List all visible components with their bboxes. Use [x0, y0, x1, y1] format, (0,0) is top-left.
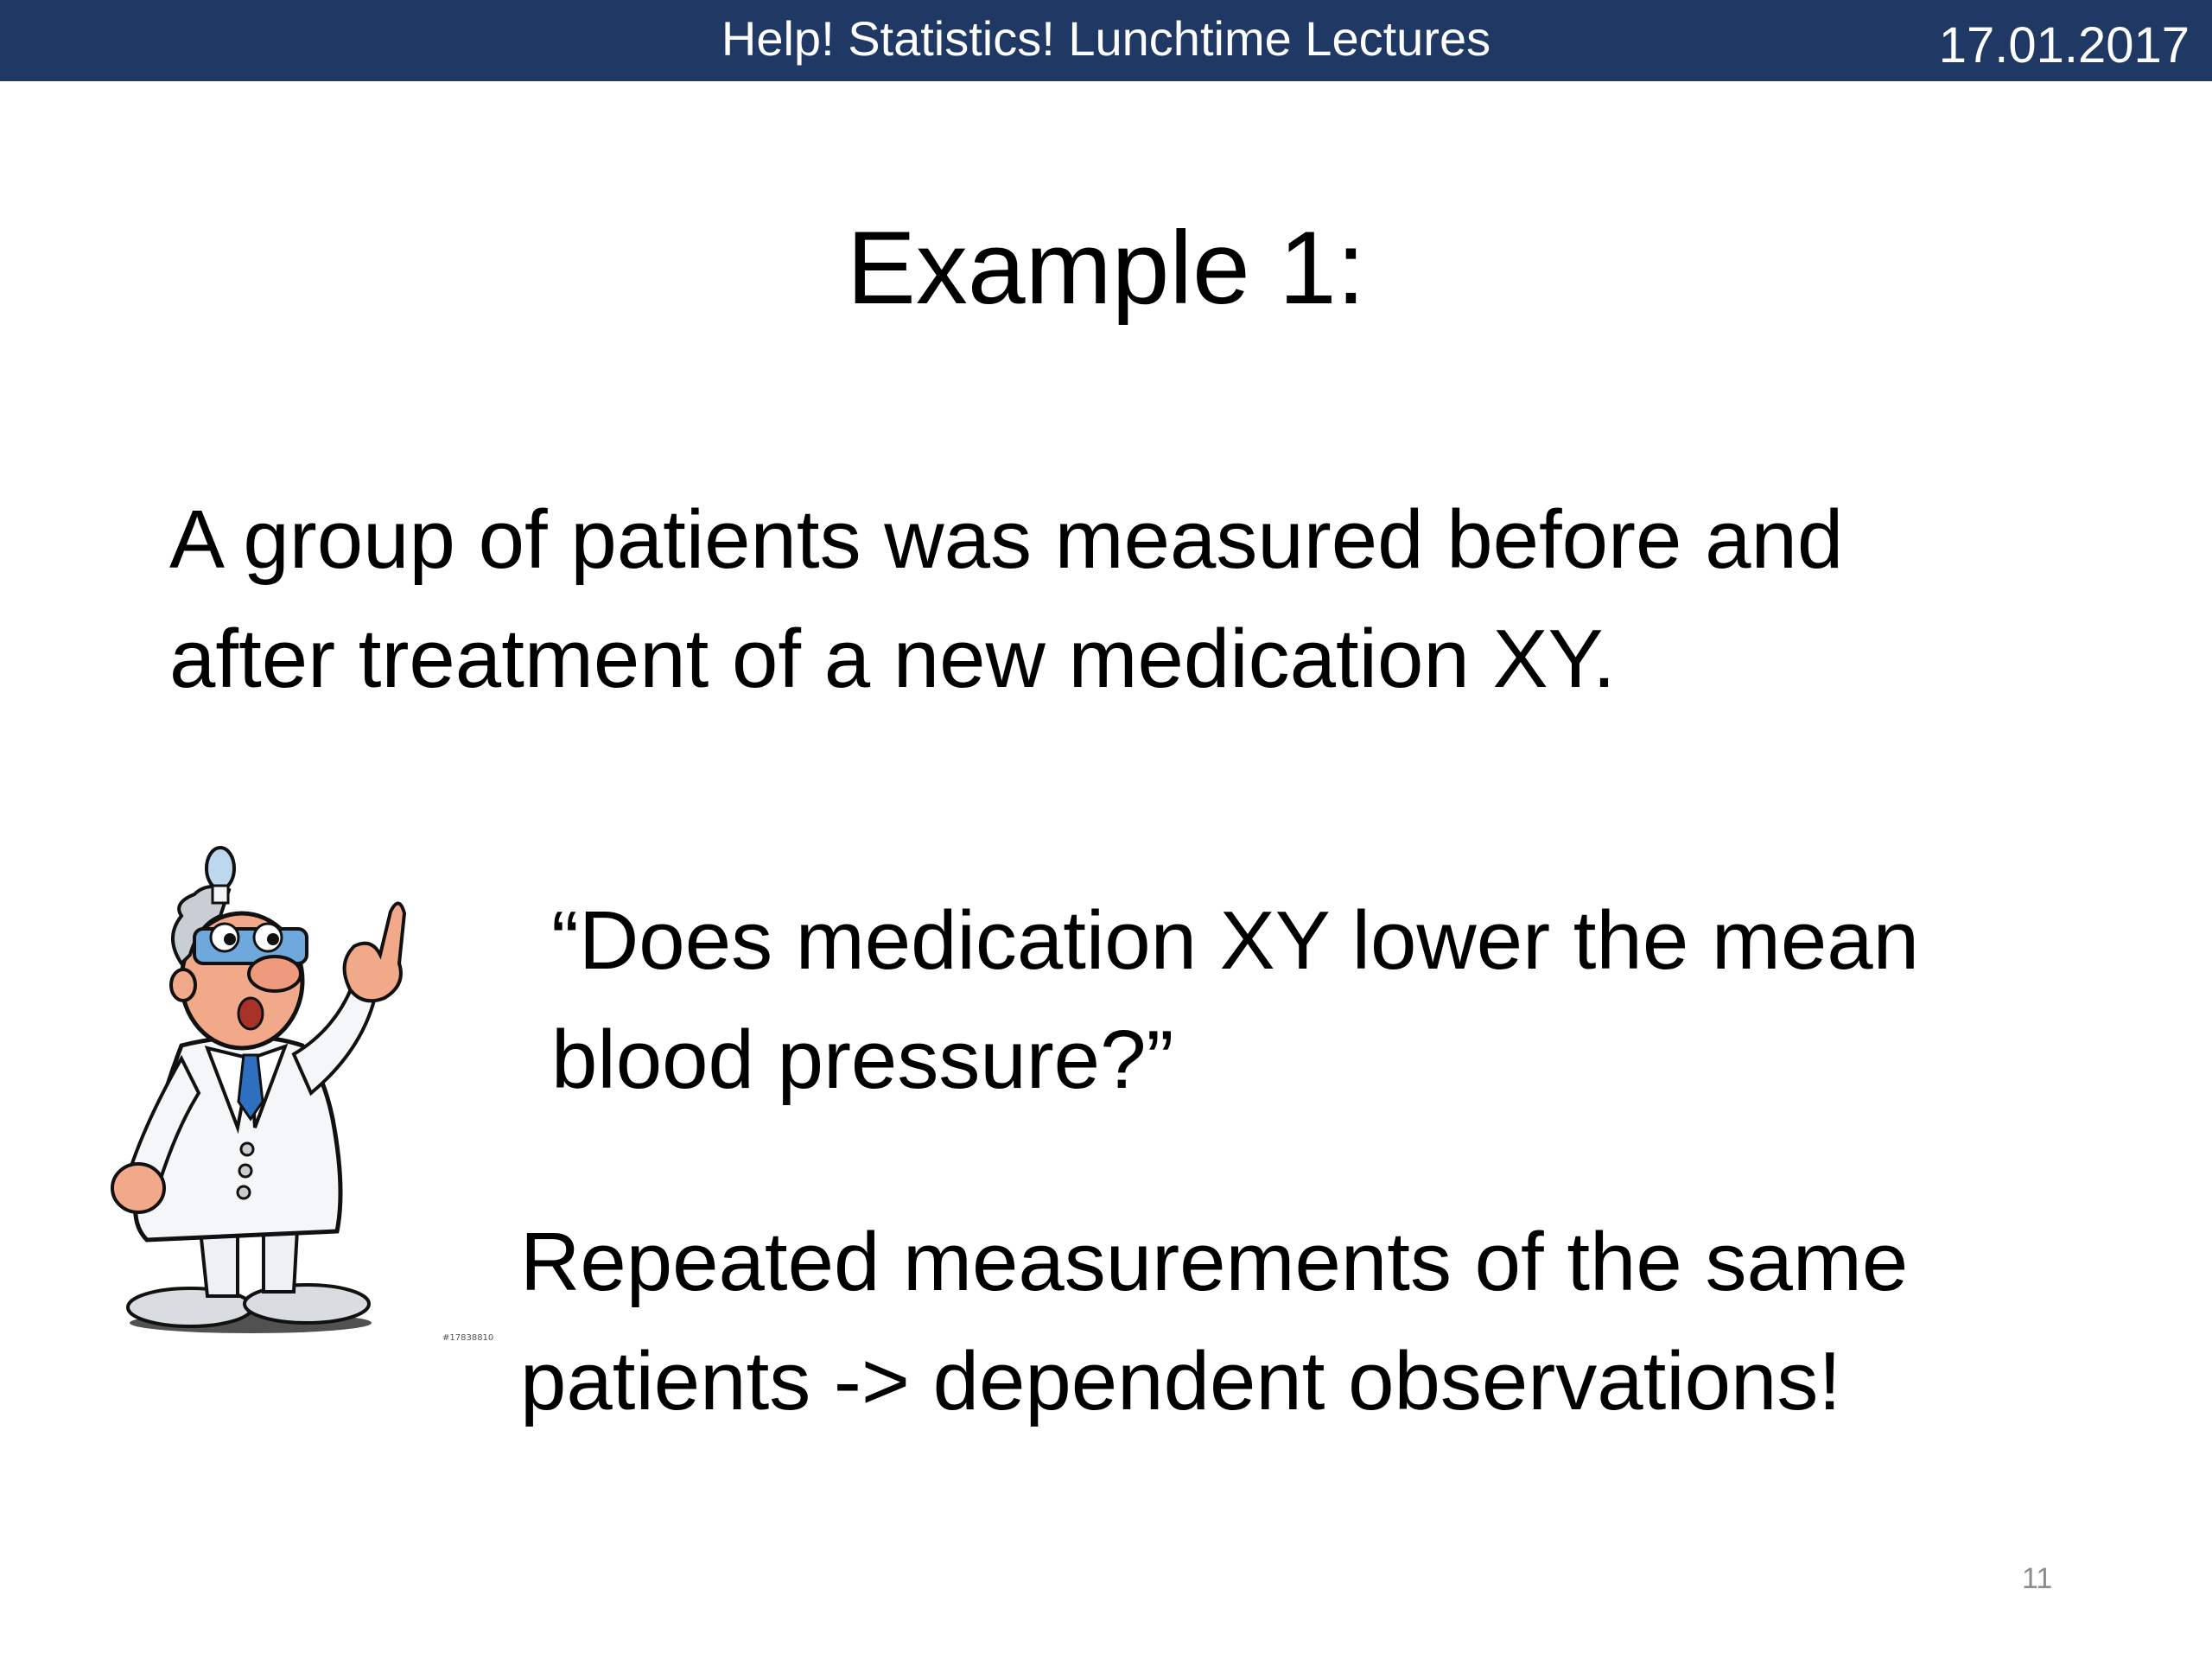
question-line: “Does medication XY lower the mean — [551, 894, 1920, 987]
intro-text — [169, 480, 2105, 719]
doctor-cartoon-icon — [78, 842, 441, 1344]
header-title: Help! Statistics! Lunchtime Lectures — [721, 11, 1491, 66]
note-line: Repeated measurements of the same — [520, 1216, 1909, 1308]
question-text — [551, 881, 2176, 1120]
note-line: patients -> dependent observations! — [520, 1335, 1842, 1427]
question-line: blood pressure?” — [551, 1014, 1174, 1106]
header-date: 17.01.2017 — [1938, 17, 2190, 73]
slide-title: Example 1: — [846, 210, 1366, 326]
intro-line: A group of patients was measured before and — [169, 493, 1844, 586]
note-text — [520, 1203, 2179, 1441]
page-number: 11 — [2022, 1562, 2053, 1595]
intro-line: after treatment of a new medication XY. — [169, 613, 1616, 705]
image-stock-id: #17838810 — [442, 1333, 494, 1343]
